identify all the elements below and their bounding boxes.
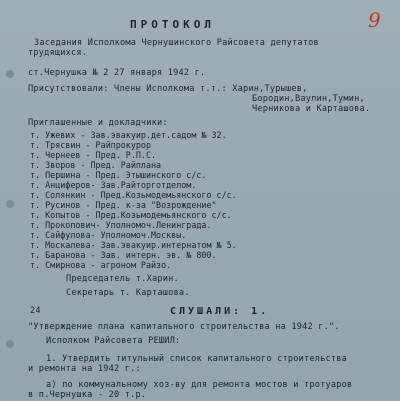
header-line: трудящихся. (28, 48, 88, 58)
secretary-line: Секретарь т. Карташова. (66, 288, 190, 298)
document-title: ПРОТОКОЛ (130, 18, 215, 31)
list-item: т. Зворов - Пред. Райплана (30, 160, 162, 170)
list-item: т. Солянкин - Пред.Козьмодемьянского с/с. (30, 190, 237, 200)
list-item: т. Сайфулова- Уполномоч.Москвы. (30, 230, 187, 240)
point-line: и ремонта на 1942 г.: (28, 364, 141, 374)
list-item: т. Ужевих - Зав.эвакуир.дет.садом № 32. (30, 130, 227, 140)
invited-heading: Приглашенные и докладчики: (28, 118, 168, 128)
present-line: Бородин,Ваулин,Тумин, (252, 94, 365, 104)
binding-hole (6, 200, 14, 208)
list-item: т. Прокопович- Уполномоч.Ленинграда. (30, 220, 212, 230)
point-line: а) по коммунальному хоз-ву для ремонта мостов и тротуаров (46, 380, 353, 390)
list-item: т. Анциферов- Зав.Райторготделом. (30, 180, 197, 190)
invited-list (30, 130, 237, 270)
list-item: т. Смирнова - агроном Райзо. (30, 260, 172, 270)
point-line: в п.Чернушка - 20 т.р. (28, 390, 147, 400)
list-item: т. Москалева- Зав.эвакуир.интернатом № 5. (30, 240, 237, 250)
binding-hole (6, 340, 14, 348)
binding-hole (6, 70, 14, 78)
section-title: СЛУШАЛИ: 1. (170, 306, 270, 317)
list-item: т. Русинов - Пред. к-за "Возрождение" (30, 200, 217, 210)
decided-line: Исполком Райсовета РЕШИЛ: (46, 336, 181, 346)
header-line: Заседания Исполкома Чернушинского Райсовета депутатов (34, 38, 319, 48)
agenda-number: 24 (30, 306, 41, 316)
page-number: 9 (368, 8, 381, 32)
place-date: ст.Чернушка № 2 27 января 1942 г. (28, 68, 206, 78)
list-item: т. Чернеев - Пред. Р.П.С. (30, 150, 157, 160)
list-item: т. Першина - Пред. Этышинского с/с. (30, 170, 207, 180)
list-item: т. Копытов - Пред.Козьмодемьянского с/с. (30, 210, 232, 220)
agenda-item: "Утверждение плана капитального строительства на 1942 г.". (28, 322, 340, 332)
chair-line: Председатель т.Харин. (66, 274, 179, 284)
list-item: т. Баранова - Зав. интерн. эв. № 800. (30, 250, 217, 260)
present-line: Черникова и Карташова. (252, 104, 371, 114)
list-item: т. Трясвин - Райпрокурор (30, 140, 152, 150)
present-line: Присутствовали: Члены Исполкома т.т.: Харин,Турышев, (28, 84, 308, 94)
point-line: 1. Утвердить титульный список капитального строительства (46, 354, 347, 364)
